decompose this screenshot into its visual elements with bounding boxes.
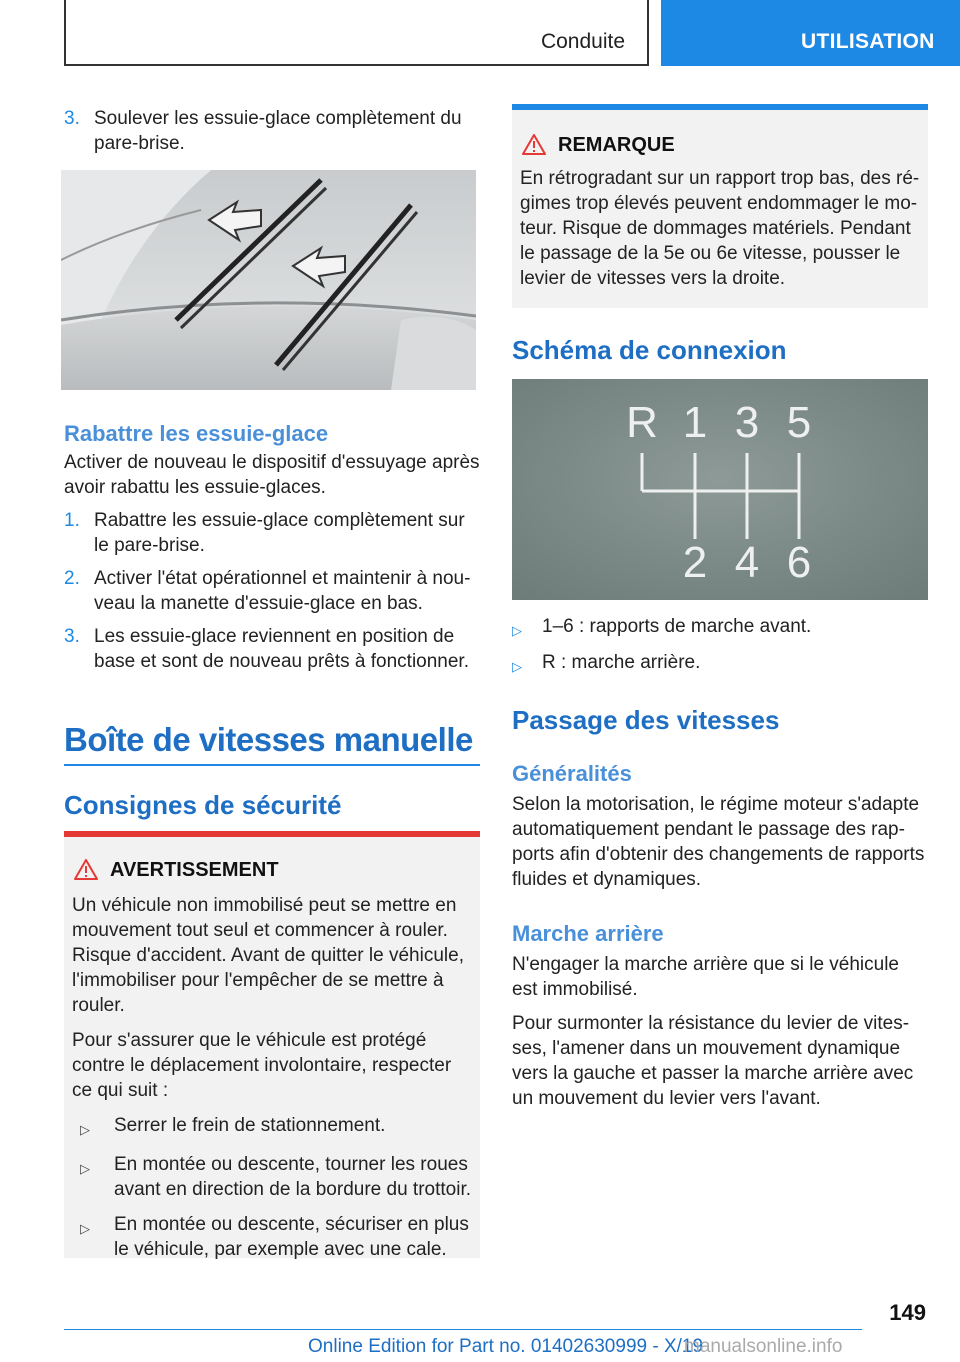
- general-section: [512, 760, 928, 892]
- bullet-text: En montée ou descente, tourner les roues avant en direction de la bordure du trottoir.: [114, 1154, 472, 1200]
- notice-box: [512, 104, 928, 308]
- step-lift-wipers: [64, 106, 480, 156]
- wiper-drawing: [61, 170, 476, 390]
- footer-edition: Online Edition for Part no. 01402630999 - X/19: [308, 1336, 704, 1357]
- safety-title: Consignes de sécurité: [64, 790, 342, 820]
- fold-step: [64, 624, 480, 674]
- bullet-text: R : marche arrière.: [542, 652, 701, 673]
- warning-bullet: [72, 1212, 472, 1262]
- manual-gearbox-title: Boîte de vitesses manuelle: [64, 721, 473, 758]
- fold-wipers-intro: Activer de nouveau le dispositif d'essuyage après avoir rabattu les essuie-glaces.: [64, 452, 480, 498]
- header-section-box: [64, 0, 649, 66]
- reverse-section: [512, 920, 928, 1111]
- scheme-bullet: [512, 650, 928, 679]
- step-text: Les essuie-glace reviennent en position de base et sont de nouveau prêts à fonctionner.: [94, 626, 469, 672]
- fold-step: [64, 566, 480, 616]
- footer-watermark: manualsonline.info: [684, 1336, 843, 1357]
- header-chapter-tab: [661, 0, 960, 66]
- warning-bar: [64, 831, 480, 837]
- bullet-text: En montée ou descente, sécuriser en plus le véhicule, par exemple avec une cale.: [114, 1214, 469, 1260]
- page-number: 149: [889, 1300, 926, 1325]
- gear-label-3: 3: [734, 398, 760, 447]
- notice-text: En rétrogradant sur un rapport trop bas, des régimes trop élevés peuvent endommager le moteur. Risque de dommages matériels. Pendant le passage de la 5e ou 6e vitesse, pousser le levier de vitesses vers la droite.: [520, 168, 920, 289]
- bullet-text: 1–6 : rapports de marche avant.: [542, 616, 812, 637]
- step-number: 3.: [64, 626, 80, 647]
- gear-label-1: 1: [682, 398, 708, 447]
- scheme-title: Schéma de connexion: [512, 335, 787, 365]
- title-rule: [64, 764, 480, 766]
- fold-wipers-section: [64, 420, 480, 674]
- gear-label-5: 5: [786, 398, 812, 447]
- bullet-triangle-icon: ▷: [80, 1221, 90, 1236]
- warning-icon: [74, 858, 98, 880]
- bullet-triangle-icon: ▷: [512, 659, 522, 674]
- bullet-triangle-icon: ▷: [80, 1122, 90, 1137]
- shifting-title: Passage des vitesses: [512, 705, 780, 735]
- gear-pattern-diagram: [512, 379, 928, 600]
- caution-icon: [522, 133, 546, 155]
- reverse-text: N'engager la marche arrière que si le véhicule est immobilisé.: [512, 954, 899, 1000]
- general-text: Selon la motorisation, le régime moteur s'adapte automatiquement pendant le passage des rapports afin d'obtenir des changements de rapports fluides et dynamiques.: [512, 794, 925, 890]
- bullet-triangle-icon: ▷: [80, 1161, 90, 1176]
- fold-step: [64, 508, 480, 558]
- step-text: Soulever les essuie-glace complètement du pare-brise.: [94, 108, 462, 154]
- reverse-title: Marche arrière: [512, 921, 664, 946]
- warning-text: Pour s'assurer que le véhicule est protégé contre le déplacement involontaire, respecter ce qui suit :: [72, 1030, 452, 1101]
- step-text: Activer l'état opérationnel et maintenir à nouveau la manette d'essuie-glace en bas.: [94, 568, 471, 614]
- gear-label-r: R: [626, 398, 658, 447]
- step-number: 3.: [64, 108, 80, 129]
- notice-bar: [512, 104, 928, 110]
- notice-title: REMARQUE: [558, 134, 675, 156]
- step-number: 1.: [64, 510, 80, 531]
- general-title: Généralités: [512, 761, 632, 786]
- warning-bullet: [72, 1113, 472, 1142]
- reverse-text: Pour surmonter la résistance du levier de vitesses, l'amener dans un mouvement dynamique vers la gauche et passer la marche arrière avec un mouvement du levier vers l'avant.: [512, 1013, 914, 1109]
- fold-wipers-heading: Rabattre les essuie-glace: [64, 421, 329, 446]
- gear-label-6: 6: [786, 538, 812, 587]
- scheme-legend: [512, 614, 928, 679]
- bullet-text: Serrer le frein de stationnement.: [114, 1115, 386, 1136]
- warning-bullet: [72, 1152, 472, 1202]
- step-text: Rabattre les essuie-glace complètement sur le pare-brise.: [94, 510, 465, 556]
- gear-label-4: 4: [734, 538, 760, 587]
- header-chapter-title: UTILISATION: [801, 30, 935, 53]
- footer-rule: [64, 1329, 862, 1330]
- warning-title: AVERTISSEMENT: [110, 859, 279, 881]
- warning-text: Un véhicule non immobilisé peut se mettre en mouvement tout seul et commencer à rouler. Risque d'accident. Avant de quitter le véhicule, l'immobiliser pour l'empêcher de se mettre à rouler.: [72, 895, 464, 1016]
- wiper-illustration: [61, 170, 476, 390]
- bullet-triangle-icon: ▷: [512, 623, 522, 638]
- header-section-title: Conduite: [540, 30, 625, 53]
- warning-box: [64, 831, 480, 1258]
- gear-label-2: 2: [682, 538, 708, 587]
- step-number: 2.: [64, 568, 80, 589]
- gear-pattern-drawing: [512, 379, 928, 600]
- scheme-bullet: [512, 614, 928, 643]
